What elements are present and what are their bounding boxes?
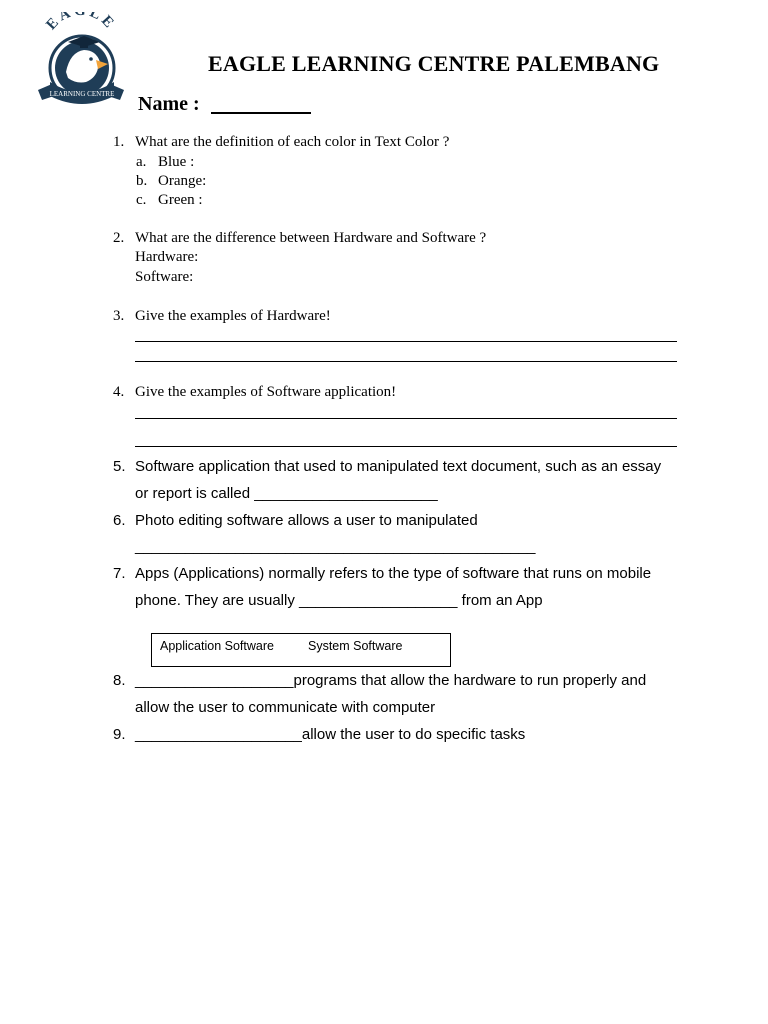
sub-item-text: Blue : xyxy=(158,154,195,170)
option-system-software: System Software xyxy=(308,639,403,653)
name-label: Name : xyxy=(138,93,200,115)
question-text: ___________________programs that allow the hardware to run properly and xyxy=(135,672,647,689)
question-text: Software application that used to manipulated text document, such as an essay xyxy=(135,458,662,475)
question-number: 4. xyxy=(113,384,125,400)
question-text: Give the examples of Hardware! xyxy=(135,308,331,324)
answer-line[interactable] xyxy=(135,418,677,419)
answer-label-hardware: Hardware: xyxy=(135,249,199,265)
question-text: phone. They are usually ___________________ from an App xyxy=(135,592,543,609)
question-text: allow the user to communicate with computer xyxy=(135,699,436,716)
question-number: 1. xyxy=(113,134,125,150)
question-number: 3. xyxy=(113,308,125,324)
sub-item-text: Green : xyxy=(158,192,203,208)
question-text: Photo editing software allows a user to manipulated xyxy=(135,512,478,529)
question-number: 5. xyxy=(113,458,126,475)
question-text: Give the examples of Software application! xyxy=(135,384,397,400)
logo-banner-text: LEARNING CENTRE xyxy=(49,90,115,98)
sub-item-text: Orange: xyxy=(158,173,207,189)
school-logo xyxy=(36,12,126,108)
sub-item-marker: a. xyxy=(136,154,147,170)
question-number: 2. xyxy=(113,230,125,246)
answer-line[interactable] xyxy=(135,361,677,362)
eagle-logo-icon xyxy=(36,12,126,108)
question-text: What are the difference between Hardware and Software ? xyxy=(135,230,487,246)
sub-item-marker: b. xyxy=(136,173,148,189)
question-text: or report is called ______________________ xyxy=(135,485,438,502)
question-number: 9. xyxy=(113,726,126,743)
question-number: 6. xyxy=(113,512,126,529)
logo-top-text: EA LE xyxy=(43,12,119,34)
answer-line[interactable] xyxy=(135,341,677,342)
question-number: 8. xyxy=(113,672,126,689)
answer-label-software: Software: xyxy=(135,269,194,285)
page-title: EAGLE LEARNING CENTRE PALEMBANG xyxy=(208,51,660,76)
name-blank-line[interactable] xyxy=(211,112,311,114)
svg-text:EAGLE xyxy=(43,12,118,33)
answer-line[interactable] xyxy=(135,446,677,447)
option-application-software: Application Software xyxy=(160,639,274,653)
sub-item-marker: c. xyxy=(136,192,147,208)
word-bank-box xyxy=(151,633,451,667)
question-text: What are the definition of each color in Text Color ? xyxy=(135,134,450,150)
answer-blank: ________________________________________________ xyxy=(135,538,536,555)
question-number: 7. xyxy=(113,565,126,582)
question-text: ____________________allow the user to do specific tasks xyxy=(135,726,526,743)
question-text: Apps (Applications) normally refers to the type of software that runs on mobile xyxy=(135,565,652,582)
